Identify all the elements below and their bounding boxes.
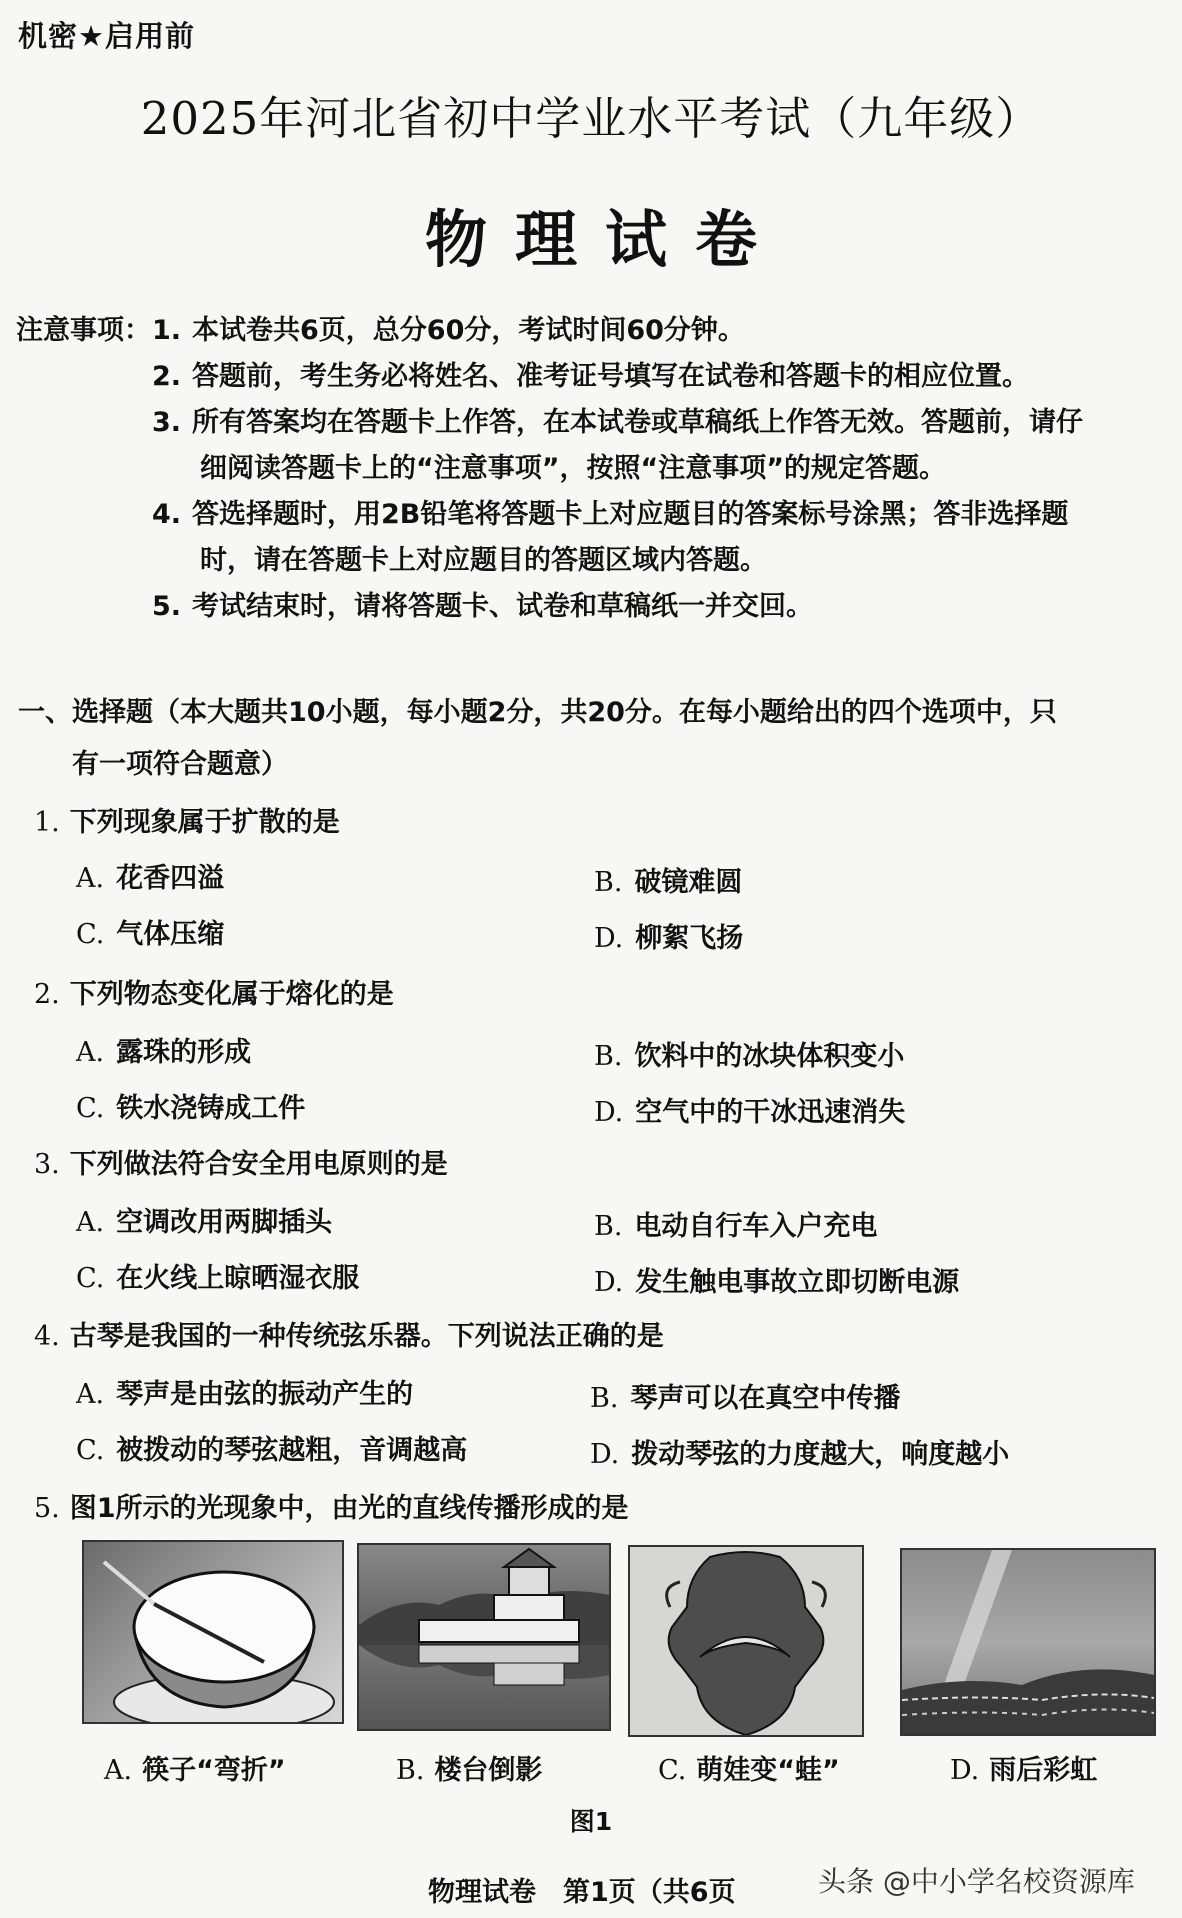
notes-label: 注意事项： xyxy=(16,315,151,346)
q4-option-d: D. 拨动琴弦的力度越大，响度越小 xyxy=(590,1439,1010,1470)
q1-option-b: B. 破镜难圆 xyxy=(594,867,743,898)
frog-shadow-icon xyxy=(630,1547,862,1735)
page-footer: 物理试卷 第1页（共6页 xyxy=(428,1877,736,1908)
q2-option-b: B. 饮料中的冰块体积变小 xyxy=(594,1041,905,1072)
section-heading: 一、选择题（本大题共10小题，每小题2分，共20分。在每小题给出的四个选项中，只 xyxy=(18,697,1057,728)
figure-d-rainbow xyxy=(900,1548,1156,1736)
figure-c-child-shadow-frog xyxy=(628,1545,864,1737)
q2-option-d: D. 空气中的干冰迅速消失 xyxy=(594,1097,906,1128)
note-4-cont: 时，请在答题卡上对应题目的答题区域内答题。 xyxy=(200,545,767,576)
q4-option-a: A. 琴声是由弦的振动产生的 xyxy=(76,1379,414,1410)
pavilion-icon xyxy=(359,1545,609,1729)
subject-title: 物理试卷 xyxy=(424,203,785,276)
note-2: 2. 答题前，考生务必将姓名、准考证号填写在试卷和答题卡的相应位置。 xyxy=(152,361,1029,392)
confidential-notice: 机密★启用前 xyxy=(18,19,195,53)
exam-title: 2025年河北省初中学业水平考试（九年级） xyxy=(140,92,1042,145)
q4-option-c: C. 被拨动的琴弦越粗，音调越高 xyxy=(76,1435,468,1466)
note-5: 5. 考试结束时，请将答题卡、试卷和草稿纸一并交回。 xyxy=(152,591,813,622)
note-3-cont: 细阅读答题卡上的“注意事项”，按照“注意事项”的规定答题。 xyxy=(200,453,946,484)
note-1: 1. 本试卷共6页，总分60分，考试时间60分钟。 xyxy=(152,315,745,346)
question-1: 1. 下列现象属于扩散的是 xyxy=(34,807,340,838)
figure-b-pavilion-reflection xyxy=(357,1543,611,1731)
figure-title: 图1 xyxy=(569,1807,613,1836)
figure-a-caption: A. 筷子“弯折” xyxy=(104,1755,286,1786)
figure-b-caption: B. 楼台倒影 xyxy=(396,1755,543,1786)
q1-option-a: A. 花香四溢 xyxy=(76,863,225,894)
question-5: 5. 图1所示的光现象中，由光的直线传播形成的是 xyxy=(34,1493,629,1524)
question-2: 2. 下列物态变化属于熔化的是 xyxy=(34,979,394,1010)
watermark: 头条 @中小学名校资源库 xyxy=(818,1865,1135,1898)
figure-c-caption: C. 萌娃变“蛙” xyxy=(658,1755,840,1786)
q3-option-a: A. 空调改用两脚插头 xyxy=(76,1207,333,1238)
q3-option-d: D. 发生触电事故立即切断电源 xyxy=(594,1267,960,1298)
figure-d-caption: D. 雨后彩虹 xyxy=(950,1755,1098,1786)
q2-option-a: A. 露珠的形成 xyxy=(76,1037,252,1068)
figure-a-chopstick-in-bowl xyxy=(82,1540,344,1724)
question-3: 3. 下列做法符合安全用电原则的是 xyxy=(34,1149,448,1180)
q2-option-c: C. 铁水浇铸成工件 xyxy=(76,1093,306,1124)
q4-option-b: B. 琴声可以在真空中传播 xyxy=(590,1383,901,1414)
bowl-chopstick-icon xyxy=(84,1542,342,1722)
q3-option-c: C. 在火线上晾晒湿衣服 xyxy=(76,1263,360,1294)
rainbow-icon xyxy=(902,1550,1154,1734)
q1-option-d: D. 柳絮飞扬 xyxy=(594,923,744,954)
q3-option-b: B. 电动自行车入户充电 xyxy=(594,1211,878,1242)
note-3: 3. 所有答案均在答题卡上作答，在本试卷或草稿纸上作答无效。答题前，请仔 xyxy=(152,407,1083,438)
section-heading-cont: 有一项符合题意） xyxy=(72,749,288,780)
q1-option-c: C. 气体压缩 xyxy=(76,919,225,950)
note-4: 4. 答选择题时，用2B铅笔将答题卡上对应题目的答案标号涂黑；答非选择题 xyxy=(152,499,1069,530)
question-4: 4. 古琴是我国的一种传统弦乐器。下列说法正确的是 xyxy=(34,1321,664,1352)
